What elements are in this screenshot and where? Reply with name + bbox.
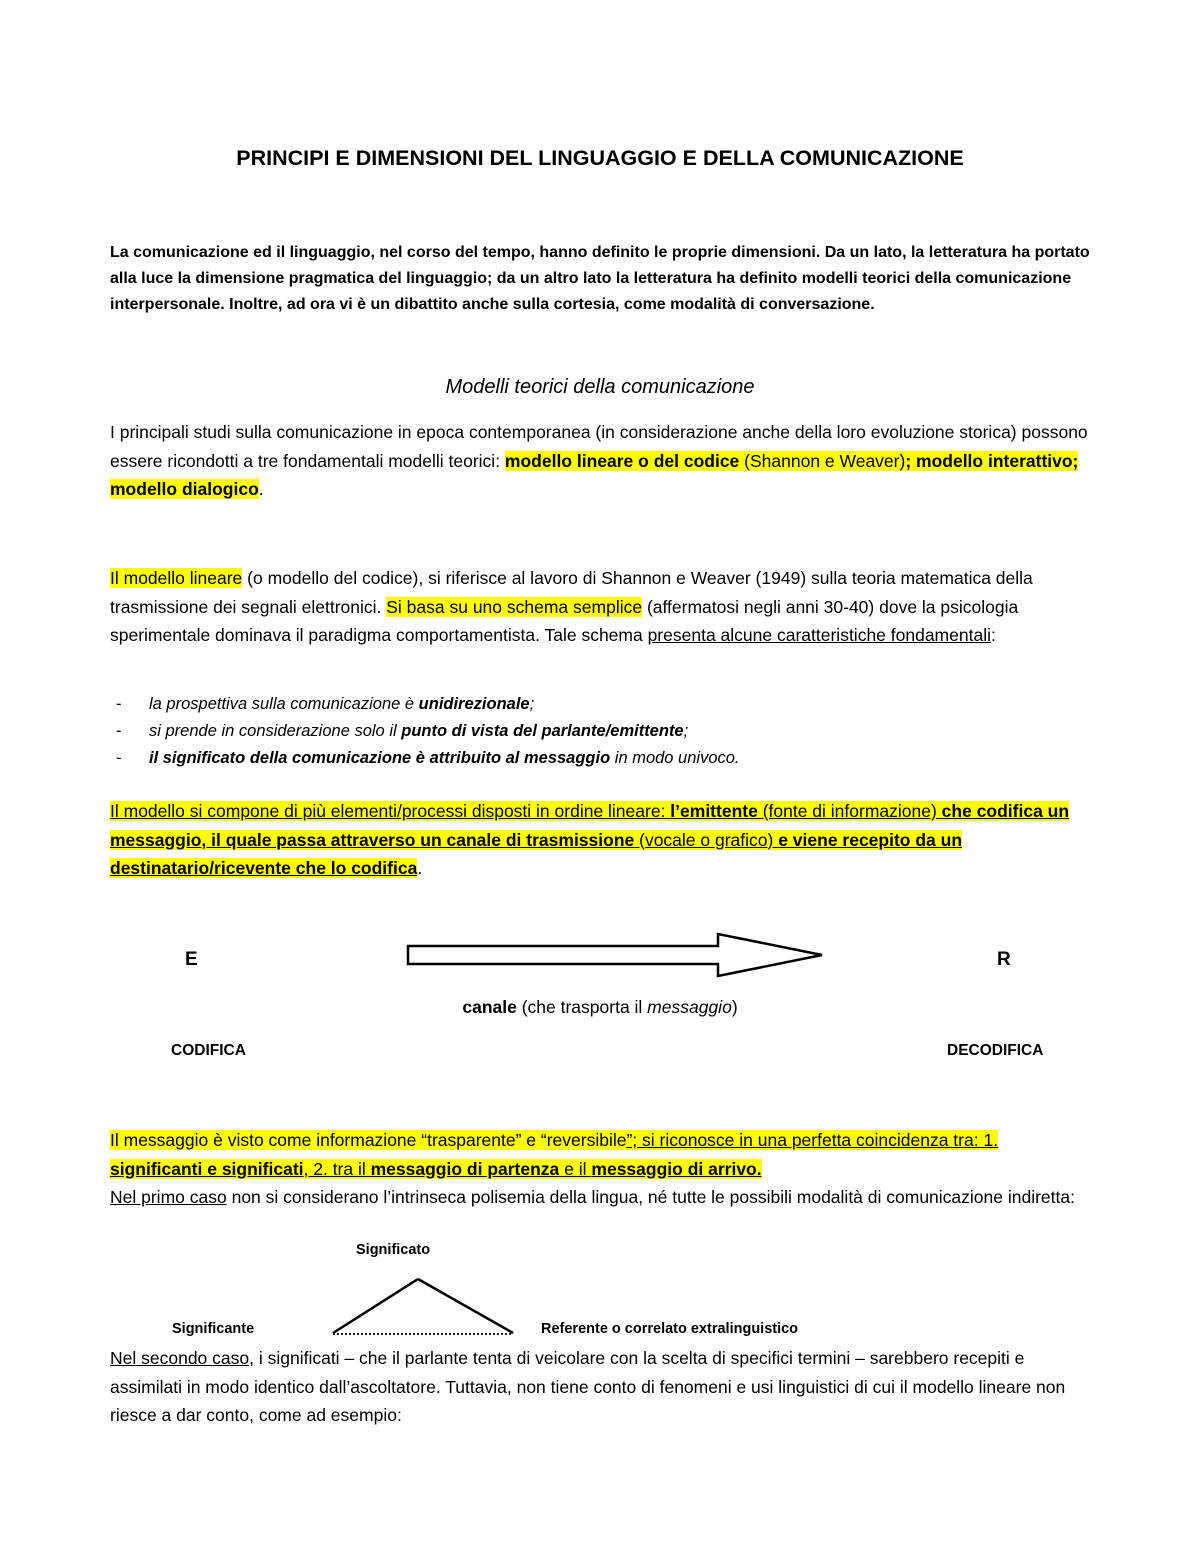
highlight-message-text: Il messaggio è visto come informazione “trasparente” e “reversibile — [110, 1130, 627, 1150]
paragraph-linear-model — [110, 564, 1095, 650]
channel-word: canale — [462, 997, 517, 1017]
text-end: : — [990, 625, 996, 645]
paragraph-model-elements — [110, 797, 1095, 883]
text: (affermatosi negli anni 30-40) dove la psicologia sperimentale dominava il paradigma comportamentista. Tale schema — [110, 596, 1019, 645]
highlight-simple-schema: Si basa su uno schema semplice — [386, 596, 643, 617]
channel-text: (che trasporta il — [516, 997, 648, 1017]
text: (o modello del codice), si riferisce al lavoro di Shannon e Weaver (1949) sulla teoria matematica della trasmissione dei segnali elettronici. — [110, 568, 1033, 617]
bullet-text: la prospettiva sulla comunicazione è — [149, 695, 419, 713]
channel-end: ) — [731, 997, 738, 1017]
text: , i significati – che il parlante tenta di veicolare con la scelta di specifici termini – sarebbero recepiti e assimilati in modo identico dall’ascoltatore. Tuttavia, non tiene conto di fenomeni e usi linguistici di cui il modello lineare non riesce a dar conto, come ad esempio: — [110, 1348, 1066, 1425]
text-end: . — [258, 479, 264, 499]
list-item — [110, 718, 1095, 745]
decode-label: DECODIFICA — [947, 1042, 1044, 1059]
highlight-emitter: l’emittente — [670, 801, 758, 821]
highlight-linear-model-label: Il modello lineare — [110, 568, 243, 588]
section-subtitle: Modelli teorici della comunicazione — [445, 376, 755, 398]
list-item — [110, 745, 1095, 772]
highlight-other-models: ; modello interattivo; modello dialogico — [110, 450, 1079, 499]
triangle-top-label: Significato — [356, 1242, 431, 1258]
intro-paragraph: La comunicazione ed il linguaggio, nel corso del tempo, hanno definito le proprie dimensioni. Da un lato, la letteratura ha portato alla luce la dimensione pragmatica del linguaggio; da un altro lato la letteratura ha definito modelli teorici della comunicazione interpersonale. Inoltre, ad ora vi è un dibattito anche sulla cortesia, come modalità di conversazione. — [110, 244, 1090, 313]
highlight-receiver: e viene recepito da un destinatario/ricevente che lo codifica — [110, 829, 963, 878]
highlight-channel-type: (vocale o grafico) — [634, 829, 779, 850]
bullet-text: si prende in considerazione solo il — [149, 722, 402, 740]
bullet-end: ; — [529, 695, 535, 713]
bullet-end: in modo univoco. — [610, 749, 740, 767]
highlight-end-message: messaggio di arrivo. — [591, 1158, 762, 1179]
highlight-signifiers: significanti e significati — [110, 1158, 304, 1179]
highlight-text: e il — [559, 1158, 592, 1179]
paragraph-models — [110, 418, 1095, 504]
highlight-linear-model: modello lineare o del codice — [504, 450, 740, 471]
bullet-bold: il significato della comunicazione è attribuito al messaggio — [149, 749, 611, 767]
highlight-source: (fonte di informazione) — [757, 801, 942, 821]
page-title: PRINCIPI E DIMENSIONI DEL LINGUAGGIO E DELLA COMUNICAZIONE — [236, 146, 964, 170]
encode-label: CODIFICA — [171, 1042, 246, 1059]
semiotic-triangle-icon — [325, 1272, 525, 1338]
paragraph-second-case — [110, 1344, 1095, 1430]
triangle-left-label: Significante — [172, 1321, 255, 1337]
text-end: . — [417, 858, 423, 878]
text: I principali studi sulla comunicazione in epoca contemporanea (in considerazione anche della loro evoluzione storica) possono essere ricondotti a tre fondamentali modelli teorici: — [110, 422, 1088, 471]
second-case-label: Nel secondo caso — [110, 1348, 250, 1368]
receiver-label: R — [997, 949, 1011, 970]
channel-arrow-icon — [400, 930, 830, 980]
paragraph-message — [110, 1126, 1095, 1212]
emitter-label: E — [185, 949, 198, 970]
highlight-text: , 2. tra il — [303, 1158, 371, 1179]
highlight-message-channel: che codifica un messaggio, il quale passa attraverso un canale di trasmissione — [110, 801, 1070, 850]
list-item — [110, 691, 1095, 718]
highlight-coincidence: ”; si riconosce in una perfetta coincidenza tra: 1. — [626, 1130, 999, 1150]
highlight-shannon-weaver: (Shannon e Weaver) — [739, 450, 906, 471]
highlight-start-message: messaggio di partenza — [370, 1158, 560, 1179]
characteristics-list — [110, 691, 1095, 772]
channel-message: messaggio — [647, 997, 732, 1017]
bullet-bold: unidirezionale — [418, 695, 530, 713]
text: non si considerano l’intrinseca polisemia della lingua, né tutte le possibili modalità di comunicazione indiretta: — [226, 1187, 1075, 1207]
highlight-text: Il modello si compone di più elementi/processi disposti in ordine lineare: — [110, 801, 671, 821]
first-case-label: Nel primo caso — [110, 1187, 227, 1207]
bullet-bold: punto di vista del parlante/emittente — [401, 722, 684, 740]
triangle-right-label: Referente o correlato extralinguistico — [541, 1321, 799, 1337]
channel-caption — [0, 997, 1200, 1018]
underlined-characteristics: presenta alcune caratteristiche fondamentali — [647, 625, 991, 645]
bullet-end: ; — [683, 722, 689, 740]
